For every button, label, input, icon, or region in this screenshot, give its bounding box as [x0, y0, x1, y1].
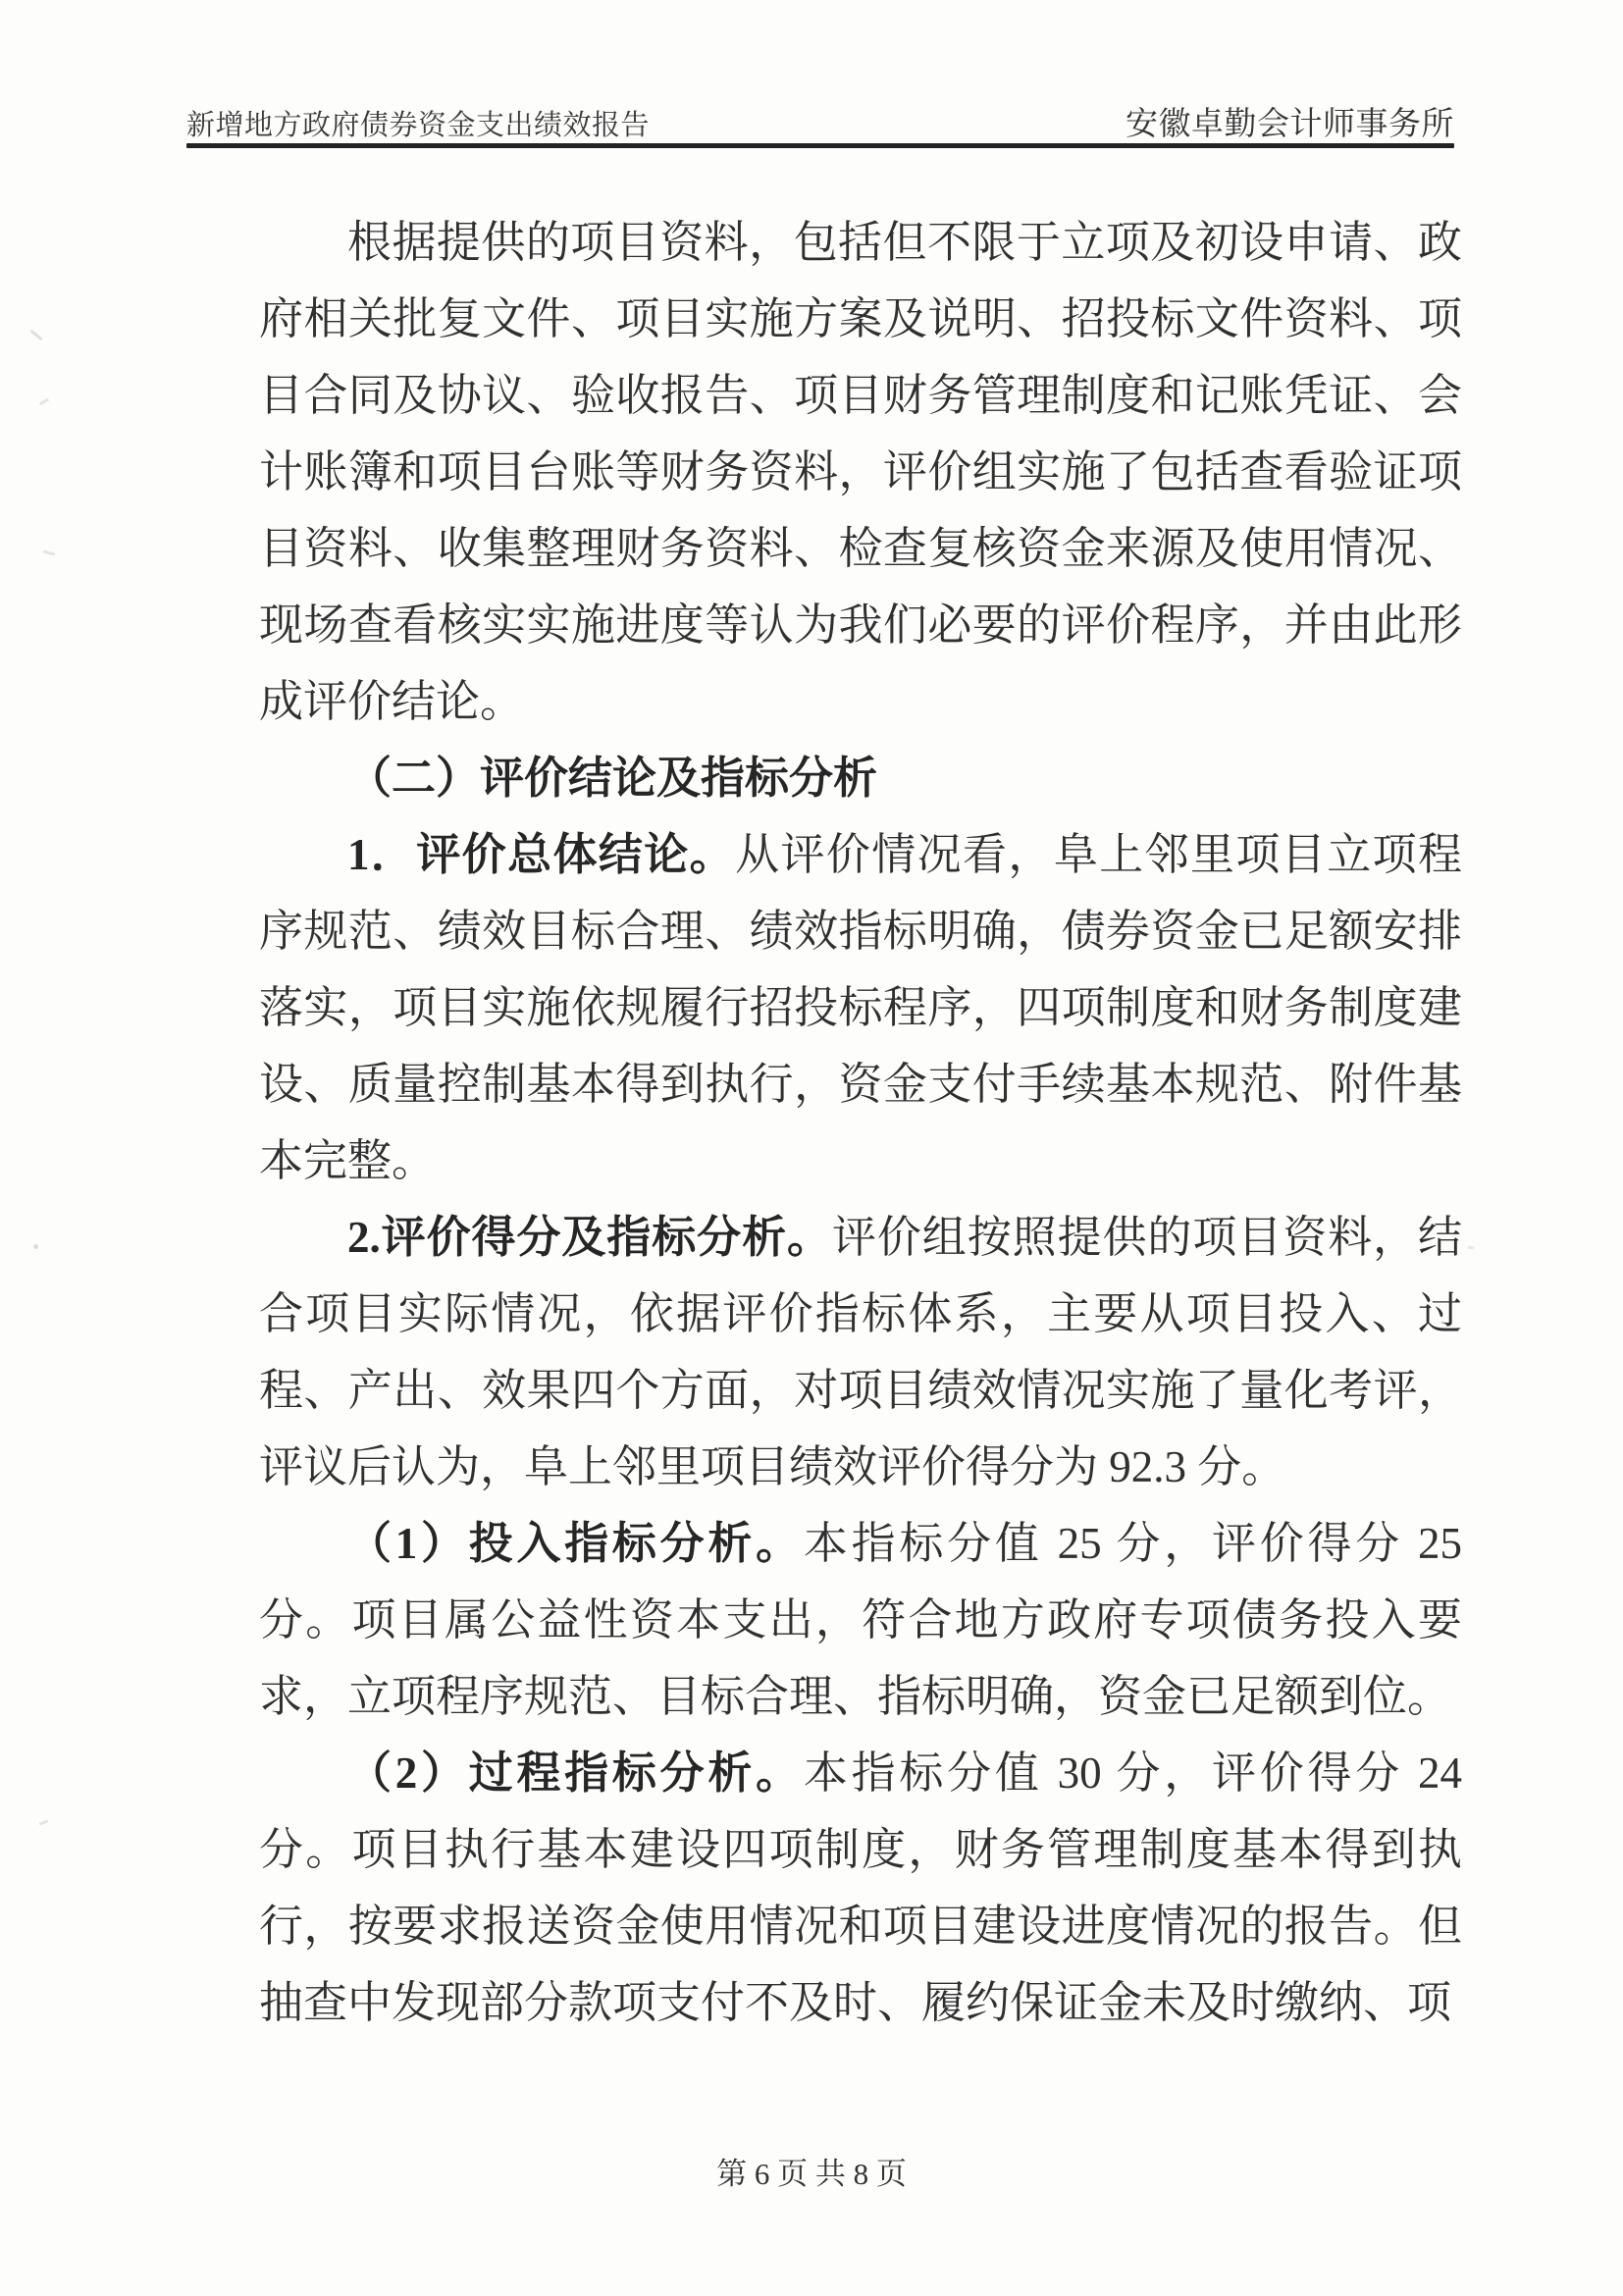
header-report-title: 新增地方政府债券资金支出绩效报告 [186, 110, 651, 141]
paragraph-input-indicator [259, 1505, 1462, 1735]
item-lead-process: （2）过程指标分析。 [347, 1748, 804, 1798]
item-lead-score: 2.评价得分及指标分析。 [347, 1213, 832, 1262]
item-text-score: 评价组按照提供的项目资料，结合项目实际情况，依据评价指标体系，主要从项目投入、过程、产出、效果四个方面，对项目绩效情况实施了量化考评，评议后认为，阜上邻里项目绩效评价得分为 92.3 分。 [259, 1213, 1462, 1491]
scan-speck [33, 1244, 38, 1249]
scan-speck [43, 549, 55, 555]
header-firm-name: 安徽卓勤会计师事务所 [1126, 107, 1454, 142]
scan-speck [1468, 1246, 1474, 1250]
item-text-process: 本指标分值 30 分，评价得分 24 分。项目执行基本建设四项制度，财务管理制度基本得到执行，按要求报送资金使用情况和项目建设进度情况的报告。但抽查中发现部分款项支付不及时、履约保证金未及时缴纳、项 [259, 1748, 1462, 2027]
document-body [259, 204, 1462, 2041]
paragraph-process-indicator [259, 1735, 1462, 2041]
paragraph-methodology: 根据提供的项目资料，包括但不限于立项及初设申请、政府相关批复文件、项目实施方案及说明、招投标文件资料、项目合同及协议、验收报告、项目财务管理制度和记账凭证、会计账簿和项目台账等财务资料，评价组实施了包括查看验证项目资料、收集整理财务资料、检查复核资金来源及使用情况、现场查看核实实施进度等认为我们必要的评价程序，并由此形成评价结论。 [259, 218, 1462, 726]
item-text-overall: 从评价情况看，阜上邻里项目立项程序规范、绩效目标合理、绩效指标明确，债券资金已足额安排落实，项目实施依规履行招投标程序，四项制度和财务制度建设、质量控制基本得到执行，资金支付手续基本规范、附件基本完整。 [259, 830, 1462, 1185]
item-lead-overall: 1．评价总体结论。 [347, 830, 736, 879]
page-number: 第 6 页 共 8 页 [716, 2157, 907, 2191]
page-header [186, 98, 1454, 144]
paragraph-score-analysis [259, 1199, 1462, 1505]
paragraph-overall-conclusion [259, 816, 1462, 1199]
item-text-input: 本指标分值 25 分，评价得分 25 分。项目属公益性资本支出，符合地方政府专项债务投入要求，立项程序规范、目标合理、指标明确，资金已足额到位。 [259, 1519, 1462, 1721]
scan-speck [39, 398, 49, 406]
header-rule [186, 143, 1454, 148]
scan-speck [30, 330, 43, 340]
scan-speck [39, 1820, 48, 1826]
page-footer [0, 2149, 1623, 2193]
item-lead-input: （1）投入指标分析。 [347, 1519, 804, 1568]
section-heading: （二）评价结论及指标分析 [347, 754, 878, 803]
